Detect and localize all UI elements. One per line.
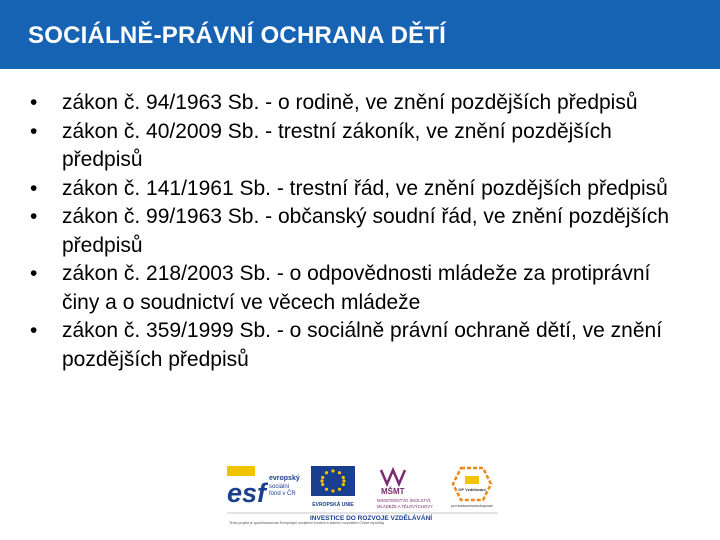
bullet-icon: • bbox=[30, 91, 38, 114]
bullet-icon: • bbox=[30, 176, 38, 200]
law-list bbox=[30, 89, 670, 374]
msmt-caption-1: MINISTERSTVO ŠKOLSTVÍ, bbox=[377, 498, 432, 503]
esf-line2: sociální bbox=[269, 484, 290, 490]
list-item bbox=[30, 260, 670, 317]
law-text: zákon č. 141/1961 Sb. - trestní řád, ve znění pozdějších předpisů bbox=[62, 176, 668, 200]
list-item bbox=[30, 118, 670, 175]
bullet-icon: • bbox=[30, 319, 38, 342]
bullet-icon: • bbox=[30, 119, 38, 143]
law-text: zákon č. 94/1963 Sb. - o rodině, ve znění pozdějších předpisů bbox=[62, 91, 638, 114]
eu-caption: EVROPSKÁ UNIE bbox=[312, 502, 354, 508]
bullet-icon: • bbox=[30, 205, 38, 228]
esf-line3: fond v ČR bbox=[269, 491, 296, 497]
funding-logos bbox=[225, 462, 500, 528]
op-caption: pro konkurenceschopnost bbox=[451, 504, 493, 508]
investment-tagline: INVESTICE DO ROZVOJE VZDĚLÁVÁNÍ bbox=[310, 515, 433, 522]
bullet-icon: • bbox=[30, 262, 38, 285]
msmt-caption-2: MLÁDEŽE A TĚLOVÝCHOVY bbox=[377, 504, 433, 509]
law-text: zákon č. 99/1963 Sb. - občanský soudní řád, ve znění pozdějších předpisů bbox=[62, 205, 670, 257]
law-text: zákon č. 40/2009 Sb. - trestní zákoník, ve znění pozdějších předpisů bbox=[62, 119, 612, 171]
list-item bbox=[30, 203, 670, 260]
law-text: zákon č. 218/2003 Sb. - o odpovědnosti mládeže za protiprávní činy a o soudnictví ve věcech mládeže bbox=[62, 262, 651, 314]
op-mark: OP Vzdělávání bbox=[458, 487, 486, 492]
list-item bbox=[30, 317, 670, 374]
list-item bbox=[30, 89, 670, 118]
esf-mark: esf bbox=[227, 478, 267, 508]
list-item bbox=[30, 175, 670, 204]
funding-fine-print: Tento projekt je spolufinancován Evropským sociálním fondem a státním rozpočtem České republiky bbox=[229, 521, 385, 525]
esf-line1: evropský bbox=[269, 475, 300, 482]
slide-title: SOCIÁLNĚ-PRÁVNÍ OCHRANA DĚTÍ bbox=[28, 22, 447, 49]
law-text: zákon č. 359/1999 Sb. - o sociálně právní ochraně dětí, ve znění pozdějších předpisů bbox=[62, 319, 663, 371]
msmt-mark: MŠMT bbox=[381, 487, 405, 496]
slide-header bbox=[0, 0, 720, 69]
